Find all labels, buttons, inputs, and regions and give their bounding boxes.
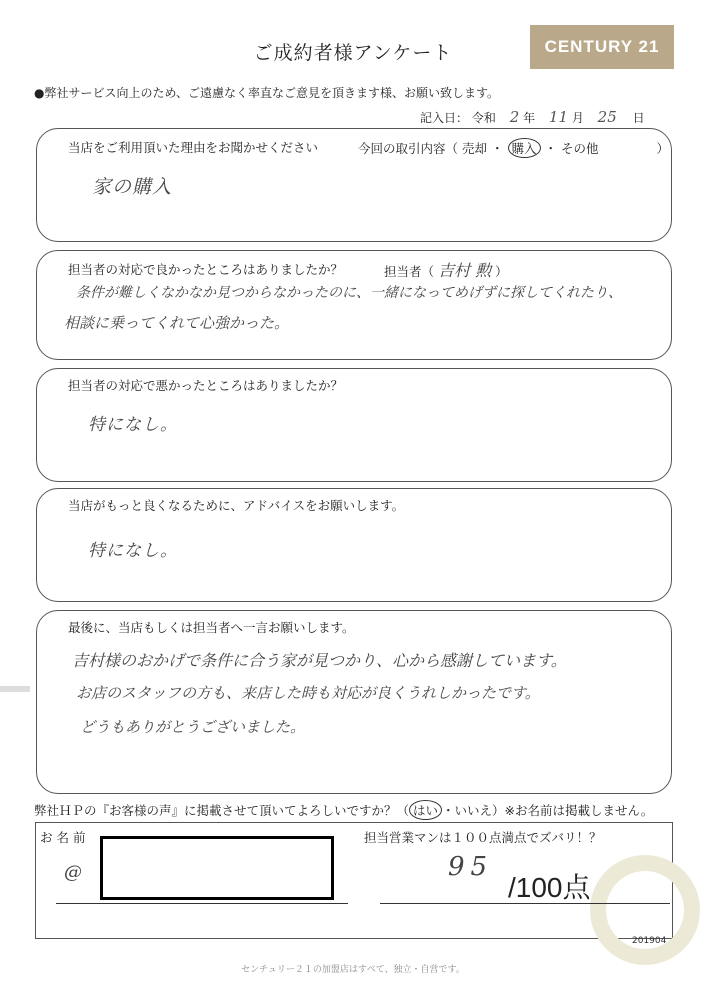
- name-mark: @: [64, 862, 82, 883]
- q1-transaction: [358, 138, 669, 158]
- score-question: 担当営業マンは１００点満点でズバリ！？: [364, 830, 602, 845]
- option-buy-circled: 購入: [508, 138, 541, 158]
- redacted-name: [100, 836, 334, 900]
- date-line: [420, 108, 645, 126]
- form-code: 201904: [632, 936, 667, 946]
- date-year: 2: [509, 108, 520, 126]
- staff-name: 吉村 勲: [438, 261, 492, 280]
- score-value: 95: [448, 852, 494, 882]
- q2-staff: [384, 258, 508, 281]
- q2-question: 担当者の対応で良かったところはありましたか？: [68, 262, 344, 277]
- consent-question: 弊社ＨＰの『お客様の声』に掲載させて頂いてよろしいですか？（: [34, 803, 410, 818]
- consent-note: ※お名前は掲載しません。: [504, 803, 654, 818]
- q1-question: 当店をご利用頂いた理由をお聞かせください: [68, 140, 319, 155]
- scan-mark: [0, 686, 30, 692]
- separator: ・: [491, 141, 504, 156]
- q3-answer: 特になし。: [88, 415, 178, 435]
- transaction-close: ）: [656, 141, 670, 156]
- q5-question: 最後に、当店もしくは担当者へ一言お願いします。: [68, 620, 355, 635]
- staff-close: ）: [495, 264, 508, 279]
- consent-no: ・いいえ）: [442, 803, 505, 818]
- date-era: 令和: [471, 111, 496, 125]
- q2-answer-line-2: 相談に乗ってくれて心強かった。: [64, 314, 290, 332]
- form-title: ご成約者様アンケート: [253, 42, 453, 64]
- transaction-label: 今回の取引内容（: [358, 141, 459, 156]
- staff-label: 担当者（: [384, 264, 435, 279]
- q2-answer-line-1: 条件が難しくなかなか見つからなかったのに、一緒になってめげずに探してくれたり、: [76, 285, 622, 301]
- q4-question: 当店がもっと良くなるために、アドバイスをお願いします。: [68, 498, 405, 513]
- date-day-unit: 日: [632, 111, 645, 125]
- score-underline: [380, 903, 670, 904]
- q5-answer-line-2: お店のスタッフの方も、来店した時も対応が良くうれしかったです。: [76, 684, 540, 702]
- separator: ・: [544, 141, 558, 156]
- q5-answer-line-1: 吉村様のおかげで条件に合う家が見つかり、心から感謝しています。: [72, 651, 567, 670]
- q1-answer: 家の購入: [92, 176, 173, 198]
- q4-answer: 特になし。: [88, 541, 178, 561]
- q5-answer-line-3: どうもありがとうございました。: [80, 718, 306, 736]
- century21-logo: CENTURY 21: [530, 25, 674, 69]
- option-other: その他: [561, 141, 599, 156]
- publish-consent: [34, 800, 653, 820]
- date-month-unit: 月: [571, 111, 584, 125]
- name-label: お 名 前: [40, 830, 86, 845]
- q3-question: 担当者の対応で悪かったところはありましたか？: [68, 378, 344, 393]
- footer-note: センチュリー２１の加盟店はすべて、独立・自営です。: [241, 965, 465, 975]
- intro-text: ●弊社サービス向上のため、ご遠慮なく率直なご意見を頂きます様、お願い致します。: [34, 86, 500, 100]
- century21-watermark: [590, 855, 700, 965]
- date-year-unit: 年: [523, 111, 536, 125]
- name-underline: [56, 903, 348, 904]
- date-label: 記入日：: [420, 111, 469, 125]
- option-sell: 売却: [462, 141, 488, 156]
- score-max: /100点: [508, 872, 591, 903]
- date-month: 11: [548, 108, 568, 126]
- consent-yes-circled: はい: [409, 800, 442, 820]
- date-day: 25: [597, 108, 617, 126]
